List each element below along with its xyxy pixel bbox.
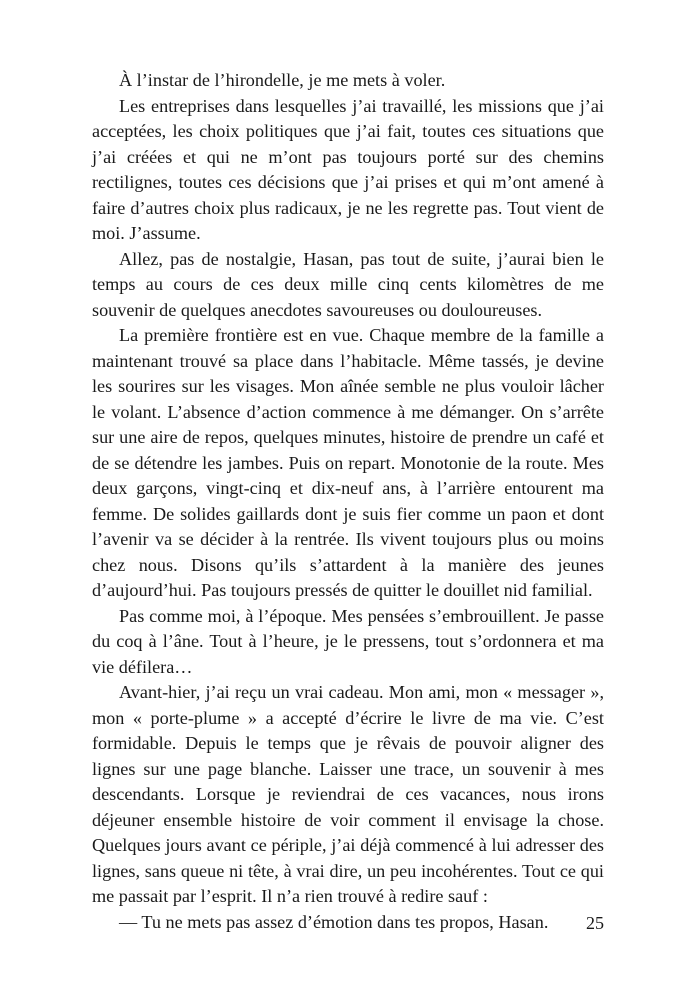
- paragraph-5: Pas comme moi, à l’époque. Mes pensées s’embrouillent. Je passe du coq à l’âne. Tout à l’heure, je le pressens, tout s’ordonnera et ma vie défilera…: [92, 605, 604, 677]
- paragraph-1: À l’instar de l’hirondelle, je me mets à voler.: [119, 70, 446, 90]
- paragraph-7-dialogue: — Tu ne mets pas assez d’émotion dans tes propos, Hasan.: [119, 911, 549, 932]
- paragraph-6: Avant-hier, j’ai reçu un vrai cadeau. Mon ami, mon « messager », mon « porte-plume » a accepté d’écrire le livre de ma vie. C’est formidable. Depuis le temps que je rêvais de pouvoir aligner des lignes sur une page blanche. Laisser une trace, un souvenir à mes descendants. Lorsque je reviendrai de ces vacances, nous irons déjeuner ensemble histoire de voir comment il envisage la chose. Quelques jours avant ce périple, j’ai déjà commencé à lui adresser des lignes, sans queue ni tête, à vrai dire, un peu incohérentes. Tout ce qui me passait par l’esprit. Il n’a rien trouvé à redire sauf :: [92, 682, 604, 906]
- paragraph-4: La première frontière est en vue. Chaque membre de la famille a maintenant trouvé sa place dans l’habitacle. Même tassés, je devine les sourires sur les visages. Mon aînée semble ne plus vouloir lâcher le volant. L’absence d’action commence à me démanger. On s’arrête sur une aire de repos, quelques minutes, histoire de prendre un café et de se détendre les jambes. Puis on repart. Monotonie de la route. Mes deux garçons, vingt-cinq et dix-neuf ans, à l’arrière entourent ma femme. De solides gaillards dont je suis fier comme un paon et dont l’avenir va se décider à la rentrée. Ils vivent toujours plus ou moins chez nous. Disons qu’ils s’attardent à la manière des jeunes d’aujourd’hui. Pas toujours pressés de quitter le douillet nid familial.: [92, 325, 604, 600]
- body-text: [92, 68, 604, 935]
- paragraph-3: Allez, pas de nostalgie, Hasan, pas tout de suite, j’aurai bien le temps au cours de ces deux mille cinq cents kilomètres de me souvenir de quelques anecdotes savoureuses ou douloureuses.: [92, 248, 604, 320]
- paragraph-2: Les entreprises dans lesquelles j’ai travaillé, les missions que j’ai acceptées, les choix politiques que j’ai fait, toutes ces situations que j’ai créées et qui ne m’ont pas toujours porté sur des chemins rectilignes, toutes ces décisions que j’ai prises et qui m’ont amené à faire d’autres choix plus radicaux, je ne les regrette pas. Tout vient de moi. J’assume.: [92, 95, 604, 243]
- page-number: 25: [586, 913, 604, 933]
